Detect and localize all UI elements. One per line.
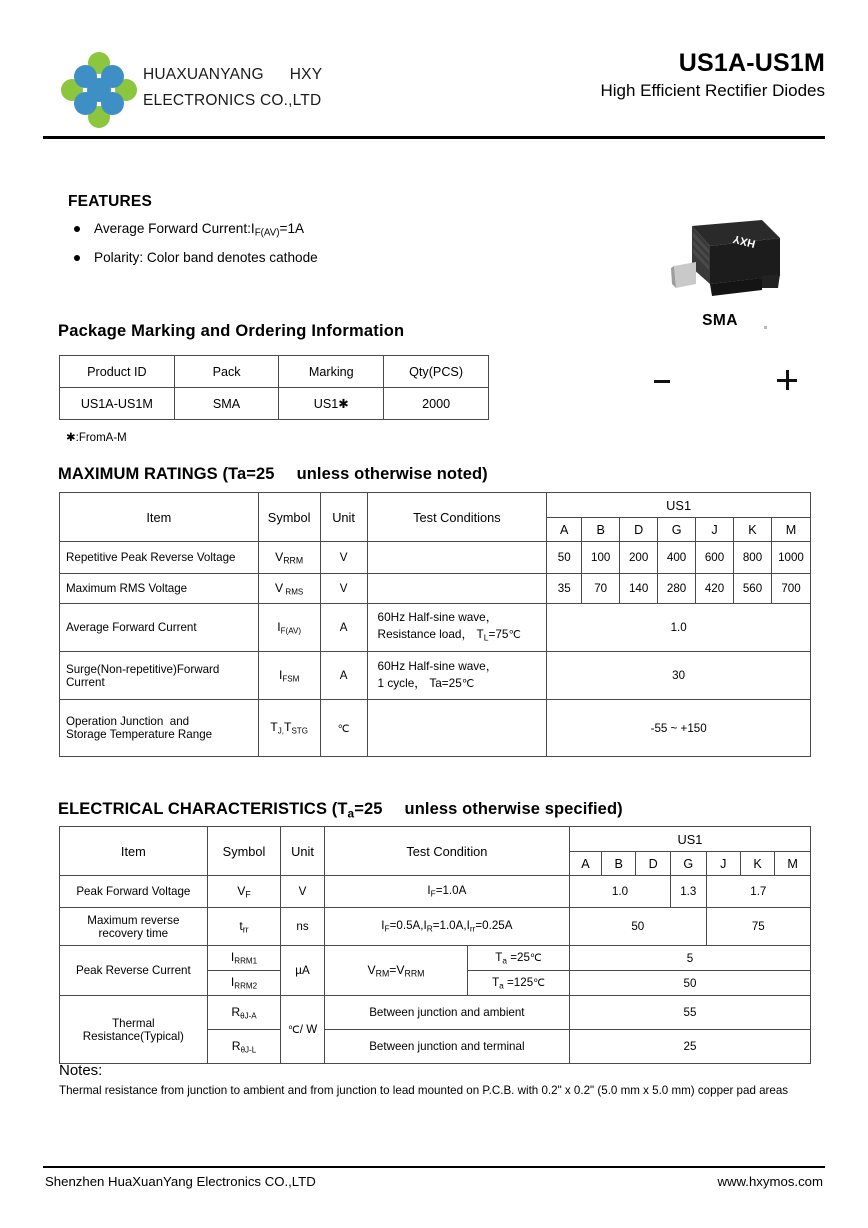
package-marking-heading: Package Marking and Ordering Information xyxy=(58,322,405,340)
subcondition-ta-125: $T_a$ =125℃ xyxy=(468,971,570,996)
grade-m: M xyxy=(771,518,810,542)
table-row-peak-forward-voltage xyxy=(60,876,811,908)
company-name-line1: HUAXUANYANG xyxy=(143,66,264,83)
symbol-irrm2: $I_{RRM2}$ xyxy=(207,971,281,996)
bullet-icon xyxy=(74,226,80,232)
value-vf-g: 1.3 xyxy=(670,876,706,908)
unit-thermal-resistance: ℃/ W xyxy=(281,996,324,1064)
table-row-thermal-resistance-1 xyxy=(60,996,811,1030)
condition-vrm-vrrm: $V_{RM}=V_{RRM}$ xyxy=(324,946,467,996)
footer-website[interactable]: www.hxymos.com xyxy=(717,1174,823,1189)
condition-line-1: 60Hz Half-sine wave， xyxy=(377,659,498,673)
grade-a: A xyxy=(547,518,582,542)
bullet-icon xyxy=(74,255,80,261)
col-qty: Qty(PCS) xyxy=(384,356,489,388)
minus-icon xyxy=(654,380,670,383)
footer-divider xyxy=(43,1166,825,1168)
page-title: US1A-US1M xyxy=(678,49,825,77)
grade-j: J xyxy=(706,852,740,876)
col-test-condition: Test Condition xyxy=(324,827,569,876)
page-subtitle: High Efficient Rectifier Diodes xyxy=(600,81,825,100)
condition-vf: $I_F=1.0A$ xyxy=(324,876,569,908)
grade-k: K xyxy=(740,852,774,876)
table-row-ifav xyxy=(60,604,811,652)
col-unit: Unit xyxy=(281,827,324,876)
company-name-line2: ELECTRONICS CO.,LTD xyxy=(143,92,322,109)
item-thermal-resistance: Thermal Resistance(Typical) xyxy=(60,996,208,1064)
grade-b: B xyxy=(601,852,635,876)
package-marking-footnote: ✱:FromA-M xyxy=(66,432,127,444)
col-pack: Pack xyxy=(174,356,279,388)
value-irrm1: 5 xyxy=(569,946,810,971)
value-vrrm-a: 50 xyxy=(547,542,582,574)
condition-line-1: 60Hz Half-sine wave， xyxy=(377,609,498,624)
unit-vf: V xyxy=(281,876,324,908)
polarity-markers xyxy=(640,362,815,402)
item-maximum-reverse-recovery-time: Maximum reverse recovery time xyxy=(60,908,208,946)
item-operation-junction-storage-temperature: Operation Junction and Storage Temperature Range xyxy=(60,700,259,757)
col-product-id: Product ID xyxy=(60,356,175,388)
condition-line-2: 1 cycle， Ta=25℃ xyxy=(377,676,474,690)
value-trr-jkm: 75 xyxy=(706,908,810,946)
company-abbrev: HXY xyxy=(289,66,323,83)
symbol-ifav: $I_{F(AV)}$ xyxy=(258,604,320,652)
value-ifsm-all: 30 xyxy=(547,652,811,700)
conditions-ifav xyxy=(367,604,547,652)
conditions-tj-tstg xyxy=(367,700,547,757)
table-row-vrrm xyxy=(60,542,811,574)
value-vrrm-j: 600 xyxy=(696,542,734,574)
features-list xyxy=(68,217,488,270)
value-ifav-all: 1.0 xyxy=(547,604,811,652)
conditions-ifsm xyxy=(367,652,547,700)
condition-line-2: Resistance load， $T_L=75℃$ xyxy=(377,626,521,643)
value-vrrm-d: 200 xyxy=(620,542,658,574)
cell-marking: US1✱ xyxy=(279,388,384,420)
grade-g: G xyxy=(658,518,696,542)
footer-company: Shenzhen HuaXuanYang Electronics CO.,LTD xyxy=(45,1174,316,1189)
value-vf-jkm: 1.7 xyxy=(706,876,810,908)
symbol-tj-tstg: $T_{J,}T_{STG}$ xyxy=(258,700,320,757)
condition-junction-terminal: Between junction and terminal xyxy=(324,1030,569,1064)
maximum-ratings-heading-suffix: unless otherwise noted) xyxy=(296,465,488,483)
item-surge-forward-current: Surge(Non-repetitive)Forward Current xyxy=(60,652,259,700)
value-vrms-b: 70 xyxy=(582,574,620,604)
maximum-ratings-heading-prefix: MAXIMUM RATINGS (Ta=25 xyxy=(58,465,275,483)
speck-artifact xyxy=(764,326,767,329)
table-row-reverse-recovery-time xyxy=(60,908,811,946)
value-vrms-d: 140 xyxy=(620,574,658,604)
value-vrms-k: 560 xyxy=(734,574,772,604)
col-group-us1: US1 xyxy=(547,493,811,518)
symbol-vf: $V_F$ xyxy=(207,876,281,908)
item-average-forward-current: Average Forward Current xyxy=(60,604,259,652)
col-item: Item xyxy=(60,493,259,542)
item-peak-reverse-current: Peak Reverse Current xyxy=(60,946,208,996)
plus-icon xyxy=(777,370,797,390)
subcondition-ta-25: $T_a$ =25℃ xyxy=(468,946,570,971)
col-test-conditions: Test Conditions xyxy=(367,493,547,542)
value-vrms-m: 700 xyxy=(771,574,810,604)
electrical-characteristics-heading: ELECTRICAL CHARACTERISTICS ($T_a=25$ unless otherwise specified) xyxy=(58,800,623,821)
grade-d: D xyxy=(636,852,671,876)
symbol-vrrm: $V_{RRM}$ xyxy=(258,542,320,574)
unit-ifsm: A xyxy=(320,652,367,700)
value-trr-abdg: 50 xyxy=(569,908,706,946)
value-rtheta-ja: 55 xyxy=(569,996,810,1030)
company-name xyxy=(143,62,322,114)
symbol-rtheta-jl: $R_{\theta J-L}$ xyxy=(207,1030,281,1064)
grade-a: A xyxy=(569,852,601,876)
table-row-tj-tstg xyxy=(60,700,811,757)
electrical-characteristics-table xyxy=(59,826,811,1064)
table-header-row-group xyxy=(60,493,811,518)
unit-vrrm: V xyxy=(320,542,367,574)
value-vf-abd: 1.0 xyxy=(569,876,670,908)
symbol-trr: $t_{rr}$ xyxy=(207,908,281,946)
feature-item-average-forward-current: Average Forward $Current:I_{F(AV)}=1A$ xyxy=(68,217,488,246)
grade-b: B xyxy=(582,518,620,542)
huaxuanyang-logo-icon xyxy=(61,52,137,128)
value-rtheta-jl: 25 xyxy=(569,1030,810,1064)
maximum-ratings-table xyxy=(59,492,811,757)
package-illustration-area xyxy=(640,212,825,427)
item-maximum-rms-voltage: Maximum RMS Voltage xyxy=(60,574,259,604)
table-header-row xyxy=(60,356,489,388)
grade-j: J xyxy=(696,518,734,542)
sma-package-image xyxy=(662,218,792,314)
features-heading: FEATURES xyxy=(68,193,152,210)
col-symbol: Symbol xyxy=(258,493,320,542)
unit-vrms: V xyxy=(320,574,367,604)
unit-trr: ns xyxy=(281,908,324,946)
table-header-row-group xyxy=(60,827,811,852)
notes-title: Notes: xyxy=(59,1062,103,1079)
features-section xyxy=(68,193,488,270)
part-title-block xyxy=(600,48,825,103)
unit-irrm: µA xyxy=(281,946,324,996)
page-header xyxy=(43,48,825,136)
value-vrrm-m: 1000 xyxy=(771,542,810,574)
value-vrms-a: 35 xyxy=(547,574,582,604)
feature-item-polarity: Polarity: Color band denotes cathode xyxy=(68,246,488,270)
package-label: SMA xyxy=(702,312,738,329)
value-vrrm-b: 100 xyxy=(582,542,620,574)
symbol-rtheta-ja: $R_{\theta J-A}$ xyxy=(207,996,281,1030)
grade-m: M xyxy=(775,852,811,876)
value-temperature-range: -55 ~ +150 xyxy=(547,700,811,757)
value-vrrm-k: 800 xyxy=(734,542,772,574)
conditions-vrms xyxy=(367,574,547,604)
value-vrrm-g: 400 xyxy=(658,542,696,574)
value-vrms-j: 420 xyxy=(696,574,734,604)
table-row-ifsm xyxy=(60,652,811,700)
table-row-peak-reverse-current-1 xyxy=(60,946,811,971)
conditions-vrrm xyxy=(367,542,547,574)
condition-trr: $I_F=0.5A,I_R=1.0A,I_{rr}=0.25A$ xyxy=(324,908,569,946)
grade-d: D xyxy=(620,518,658,542)
table-row-vrms xyxy=(60,574,811,604)
svg-text:HXY: HXY xyxy=(731,232,757,250)
symbol-irrm1: $I_{RRM1}$ xyxy=(207,946,281,971)
value-irrm2: 50 xyxy=(569,971,810,996)
unit-ifav: A xyxy=(320,604,367,652)
grade-g: G xyxy=(670,852,706,876)
cell-pack: SMA xyxy=(174,388,279,420)
col-item: Item xyxy=(60,827,208,876)
item-peak-forward-voltage: Peak Forward Voltage xyxy=(60,876,208,908)
header-divider xyxy=(43,136,825,139)
condition-junction-ambient: Between junction and ambient xyxy=(324,996,569,1030)
page-footer xyxy=(43,1172,825,1196)
electrical-heading-suffix: unless otherwise specified) xyxy=(404,800,623,818)
symbol-ifsm: $I_{FSM}$ xyxy=(258,652,320,700)
value-vrms-g: 280 xyxy=(658,574,696,604)
package-marking-table xyxy=(59,355,489,420)
col-unit: Unit xyxy=(320,493,367,542)
table-row xyxy=(60,388,489,420)
notes-section xyxy=(59,1062,819,1100)
col-marking: Marking xyxy=(279,356,384,388)
item-repetitive-peak-reverse-voltage: Repetitive Peak Reverse Voltage xyxy=(60,542,259,574)
symbol-vrms: V $_{RMS}$ xyxy=(258,574,320,604)
grade-k: K xyxy=(734,518,772,542)
notes-body: Thermal resistance from junction to ambient and from junction to lead mounted on P.C.B. with 0.2" x 0.2" (5.0 mm x 5.0 mm) copper pad areas xyxy=(59,1084,789,1097)
cell-product-id: US1A-US1M xyxy=(60,388,175,420)
cell-qty: 2000 xyxy=(384,388,489,420)
maximum-ratings-heading xyxy=(58,465,488,484)
col-symbol: Symbol xyxy=(207,827,281,876)
col-group-us1: US1 xyxy=(569,827,810,852)
unit-tj-tstg: ℃ xyxy=(320,700,367,757)
